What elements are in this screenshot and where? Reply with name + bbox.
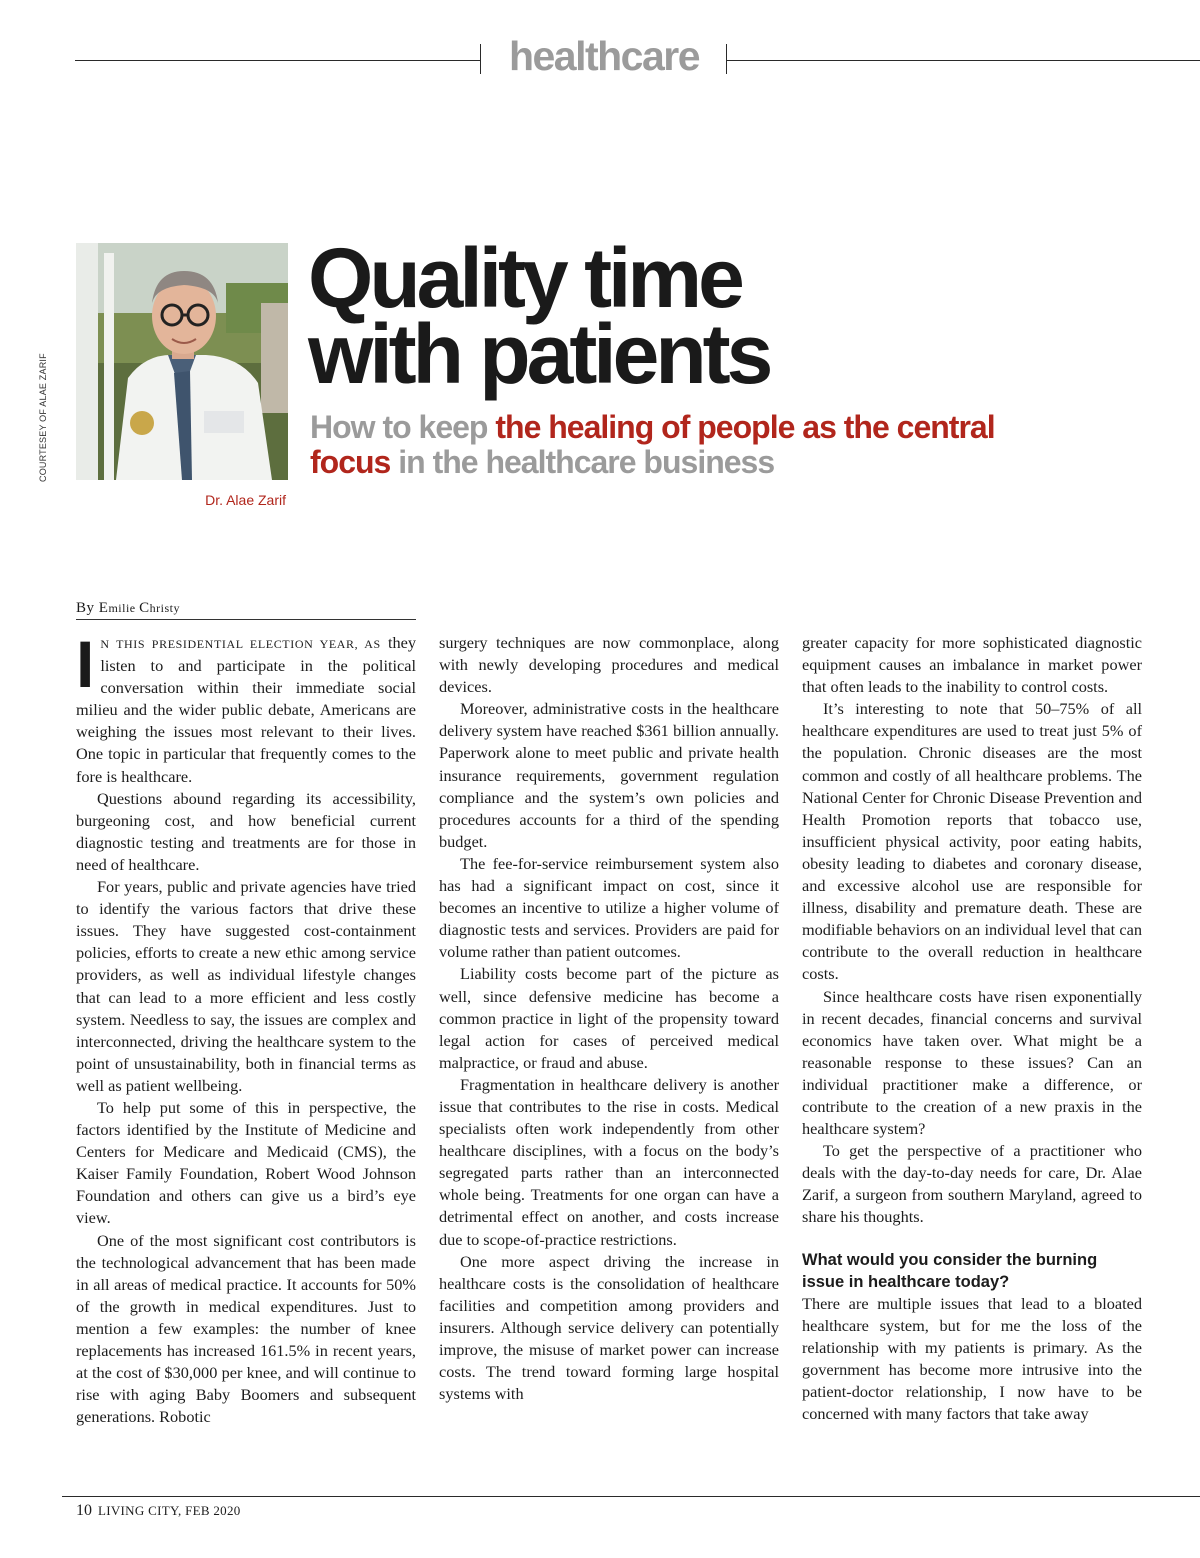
article-paragraph: greater capacity for more sophisticated diagnostic equipment causes an imbalance in market power that often leads to the inability to control costs. bbox=[802, 633, 1142, 697]
author-photo bbox=[76, 243, 288, 480]
interview-answer: There are multiple issues that lead to a bloated healthcare system, but for me the loss of the relationship with my patients is primary. As the government has become more intrusive into the patient-doctor relationship, I now have to be concerned with many factors that take away bbox=[802, 1293, 1142, 1423]
headline-line-2: with patients bbox=[308, 307, 770, 401]
article-paragraph: It’s interesting to note that 50–75% of all healthcare expenditures are used to treat just 5% of the population. Chronic diseases are the most common and costly of all healthcare problems. The National Center for Chronic Disease Prevention and Health Promotion reports that tobacco use, insufficient physical activity, poor eating habits, obesity leading to diabetes and coronary disease, and excessive alcohol use are responsible for illness, disability and premature death. These are modifiable behaviors on an individual level that can contribute to the overall reduction in healthcare costs. bbox=[802, 699, 1142, 984]
headline bbox=[308, 231, 908, 401]
byline-first-initial: E bbox=[98, 600, 109, 616]
article-column-3 bbox=[802, 632, 1142, 1425]
lead-in-smallcaps: N THIS PRESIDENTIAL ELECTION YEAR, AS bbox=[100, 637, 381, 651]
article-paragraph: The fee-for-service reimbursement system also has had a significant impact on cost, since it becomes an incentive to utilize a higher volume of diagnostic tests and services. Providers are paid for volume rather than patient outcomes. bbox=[439, 853, 779, 962]
section-label: healthcare bbox=[508, 33, 700, 79]
interview-question: What would you consider the burning issue in healthcare today? bbox=[802, 1250, 1098, 1291]
subhead-part-3: in the healthcare business bbox=[390, 444, 775, 480]
article-paragraph: Fragmentation in healthcare delivery is another issue that contributes to the rise in costs. Medical specialists often work independently from other healthcare disciplines, with a focus on the body’s segregated parts rather than an interconnected whole being. Treatments for one organ can have a detrimental effect on another, and costs increase due to scope-of-practice restrictions. bbox=[439, 1074, 779, 1249]
footer bbox=[76, 1502, 241, 1520]
byline bbox=[76, 600, 416, 620]
article-paragraph: Since healthcare costs have risen exponentially in recent decades, financial concerns and survival economics have taken over. What might be a reasonable response to these issues? Can an individual practitioner make a difference, or contribute to the creation of a new praxis in the healthcare system? bbox=[802, 986, 1142, 1139]
article-paragraph: To get the perspective of a practitioner who deals with the day-to-day needs for care, Dr. Alae Zarif, a surgeon from southern Maryland, agreed to share his thoughts. bbox=[802, 1141, 1142, 1227]
article-paragraph: One more aspect driving the increase in healthcare costs is the consolidation of healthcare facilities and competition among providers and insurers. Although service delivery can potentially improve, the misuse of market power can increase costs. The trend toward forming large hospital systems with bbox=[439, 1251, 779, 1404]
article-paragraph: To help put some of this in perspective, the factors identified by the Institute of Medicine and Centers for Medicare and Medicaid (CMS), the Kaiser Family Foundation, Robert Wood Johnson Foundation and others can give us a bird’s eye view. bbox=[76, 1097, 416, 1228]
magazine-issue: LIVING CITY, FEB 2020 bbox=[98, 1503, 241, 1518]
article-paragraph: Moreover, administrative costs in the healthcare delivery system have reached $361 billion annually. Paperwork alone to meet public and private health insurance requirements, government regulation compliance and the system’s own policies and procedures accounts for a third of the spending budget. bbox=[439, 699, 779, 851]
byline-last-rest: hristy bbox=[149, 601, 180, 615]
drop-cap: I bbox=[76, 627, 95, 701]
article-paragraph bbox=[76, 627, 416, 788]
article-paragraph: One of the most significant cost contributors is the technological advancement that has been made in all areas of medical practice. It accounts for 50% of the growth in medical expenditures. Just to mention a few examples: the number of knee replacements has increased 161.5% in recent years, at the cost of $30,000 per knee, and will continue to rise with aging Baby Boomers and subsequent generations. Robotic bbox=[76, 1230, 416, 1427]
header-tick-left bbox=[480, 44, 481, 74]
article-paragraph: surgery techniques are now commonplace, along with newly developing procedures and medical devices. bbox=[439, 633, 779, 697]
article-paragraph: For years, public and private agencies have tried to identify the various factors that drive these issues. They have suggested cost-containment policies, efforts to create a new ethic among service providers, as well as individual lifestyle changes that can lead to a more efficient and less costly system. Needless to say, the issues are complex and interconnected, driving the healthcare system to the point of unsustainability, both in financial terms as well as patient wellbeing. bbox=[76, 877, 416, 1095]
subheadline bbox=[310, 410, 1010, 480]
header-rule-left bbox=[75, 60, 480, 61]
byline-last-initial: C bbox=[139, 600, 150, 616]
headline-line-1: Quality time bbox=[308, 231, 741, 325]
article-column-1 bbox=[76, 627, 416, 1428]
subhead-highlight: the healing of people as the central focus bbox=[310, 409, 995, 480]
byline-by: By bbox=[76, 600, 99, 616]
header-rule-right bbox=[727, 60, 1200, 61]
header-tick-right bbox=[726, 44, 727, 74]
page-number: 10 bbox=[76, 1502, 92, 1519]
article-column-2 bbox=[439, 632, 779, 1405]
paragraph-text: they listen to and participate in the political conversation within their immediate social milieu and the wider public debate, Americans are weighing the issues most relevant to their lives. One topic in particular that frequently comes to the fore is healthcare. bbox=[76, 633, 416, 786]
photo-credit: COURTESEY OF ALAE ZARIF bbox=[38, 353, 48, 482]
article-paragraph: Liability costs become part of the picture as well, since defensive medicine has become a common practice in light of the propensity toward legal action for cases of perceived medical malpractice, or fraud and abuse. bbox=[439, 964, 779, 1072]
article-paragraph: Questions abound regarding its accessibility, burgeoning cost, and how beneficial current diagnostic testing and treatments are for those in need of healthcare. bbox=[76, 788, 416, 874]
subhead-part-1: How to keep bbox=[310, 409, 496, 445]
byline-first-rest: milie bbox=[108, 601, 140, 615]
photo-caption: Dr. Alae Zarif bbox=[205, 492, 286, 508]
footer-rule bbox=[62, 1496, 1200, 1497]
